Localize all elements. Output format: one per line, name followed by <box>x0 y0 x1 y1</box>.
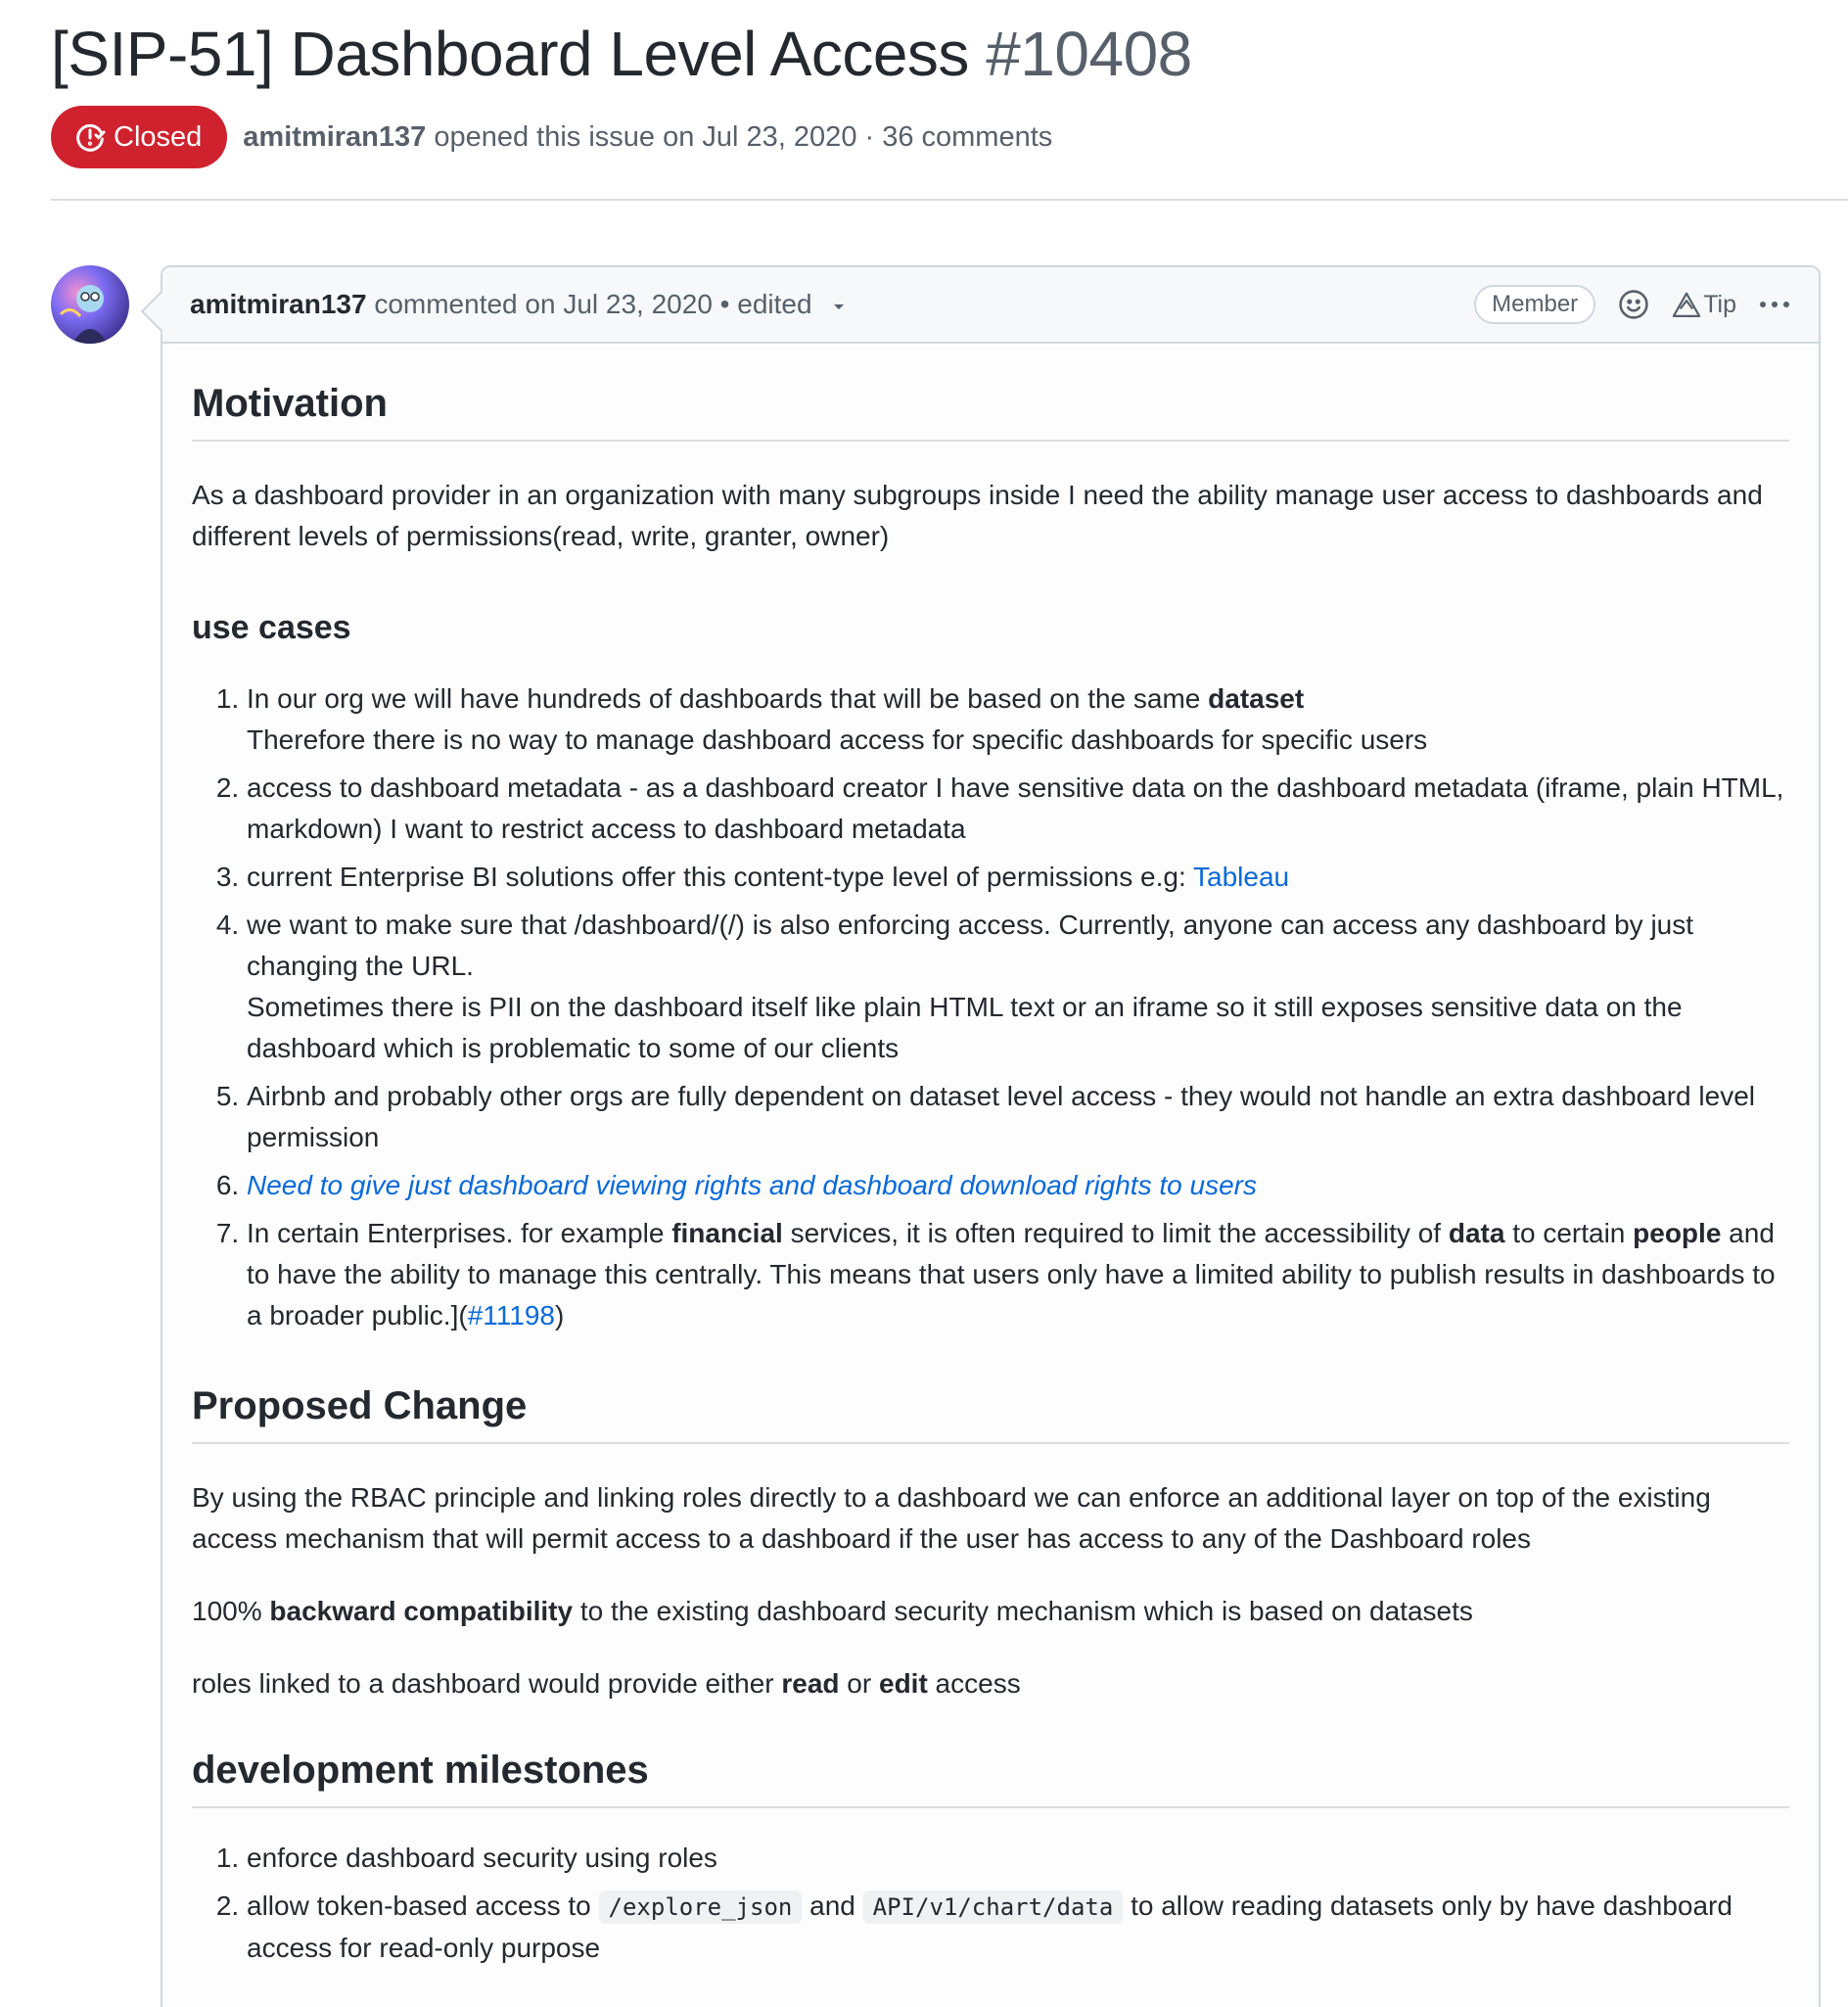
use-case-7-bold-financial: financial <box>671 1218 783 1248</box>
header-divider <box>51 199 1848 201</box>
list-item <box>247 1165 1789 1206</box>
kebab-icon <box>1758 300 1791 309</box>
list-item <box>247 1838 1789 1879</box>
list-item <box>247 678 1789 761</box>
avatar-image <box>51 265 129 344</box>
use-case-7-text-5: ) <box>554 1300 565 1330</box>
proposed-text-1: By using the RBAC principle and linking roles directly to a dashboard we can enforce an additional layer on top of the existing access mechanism that will permit access to a dashboard if the user has access to any of the Dashboard roles <box>192 1482 1711 1554</box>
use-case-2-text: access to dashboard metadata - as a dashboard creator I have sensitive data on the dashboard metadata (iframe, plain HTML, markdown) I want to restrict access to dashboard metadata <box>247 772 1784 844</box>
use-case-7-text-3: to certain <box>1504 1218 1634 1248</box>
issue-closed-icon <box>74 121 106 153</box>
proposed-text-3c: or <box>839 1668 879 1699</box>
avatar[interactable] <box>51 265 129 344</box>
issue-11198-link[interactable]: #11198 <box>467 1300 555 1330</box>
use-case-5-text: Airbnb and probably other orgs are fully dependent on dataset level access - they would not handle an extra dashboard level permission <box>247 1081 1755 1152</box>
tip-button[interactable] <box>1672 291 1736 319</box>
motivation-heading: Motivation <box>192 351 1789 442</box>
list-item <box>247 1886 1789 1969</box>
milestone-2-text-3: to allow reading datasets only by have dashboard access for read-only purpose <box>247 1890 1732 1963</box>
proposed-text-3a: roles linked to a dashboard would provide either <box>192 1668 782 1699</box>
use-case-7-bold-people: people <box>1633 1218 1722 1248</box>
proposed-text-2 <box>192 1591 1789 1632</box>
proposed-change-heading: Proposed Change <box>192 1354 1789 1444</box>
use-cases-list <box>192 678 1789 1336</box>
chevron-down-icon[interactable] <box>831 299 847 314</box>
comment-body <box>162 344 1819 1969</box>
explore-json-code: /explore_json <box>599 1890 803 1924</box>
smiley-icon <box>1617 288 1650 321</box>
motivation-text: As a dashboard provider in an organization with many subgroups inside I need the ability manage user access to dashboards and different levels of permissions(read, write, granter, owner) <box>192 480 1763 551</box>
list-item <box>247 1076 1789 1158</box>
issue-opened-text: opened this issue on Jul 23, 2020 · 36 comments <box>434 120 1053 153</box>
comment-date-text: commented on Jul 23, 2020 • edited <box>374 289 812 319</box>
proposed-text-2-bold: backward compatibility <box>269 1596 574 1626</box>
use-case-3-text: current Enterprise BI solutions offer this content-type level of permissions e.g: <box>247 862 1193 892</box>
milestone-2-text-2: and <box>802 1890 863 1921</box>
comment-header-actions <box>1474 285 1791 324</box>
issue-state-badge <box>51 106 227 168</box>
milestones-list <box>192 1838 1789 1969</box>
comment-meta <box>190 289 847 320</box>
proposed-text-3e: access <box>927 1668 1021 1699</box>
use-case-7-text-2: services, it is often required to limit the accessibility of <box>782 1218 1449 1248</box>
tip-label: Tip <box>1703 290 1736 318</box>
comment-header <box>162 267 1819 344</box>
issue-comment <box>161 265 1821 2007</box>
chart-data-api-code: API/v1/chart/data <box>863 1890 1124 1924</box>
proposed-text-2c: to the existing dashboard security mechanism which is based on datasets <box>573 1596 1473 1626</box>
use-case-7-text: In certain Enterprises. for example <box>247 1218 672 1248</box>
proposed-text-2a: 100% <box>192 1596 270 1626</box>
issue-meta <box>51 106 1052 168</box>
use-case-1-bold: dataset <box>1208 683 1305 714</box>
list-item <box>247 1213 1789 1336</box>
use-case-1-text-2: Therefore there is no way to manage dashboard access for specific dashboards for specific users <box>247 724 1428 755</box>
list-item <box>247 768 1789 850</box>
issue-author-link[interactable]: amitmiran137 <box>243 120 427 153</box>
issue-state-label: Closed <box>114 120 203 153</box>
member-badge: Member <box>1474 285 1595 324</box>
issue-title <box>51 14 1192 94</box>
use-case-1-text: In our org we will have hundreds of dashboards that will be based on the same <box>247 683 1209 714</box>
use-case-4-text-2: Sometimes there is PII on the dashboard itself like plain HTML text or an iframe so it still exposes sensitive data on the dashboard which is problematic to some of our clients <box>247 992 1683 1063</box>
use-case-7-bold-data: data <box>1448 1218 1505 1248</box>
comment-options-button[interactable] <box>1758 300 1791 309</box>
proposed-text-3 <box>192 1663 1789 1704</box>
list-item <box>247 905 1789 1069</box>
dashboard-rights-link[interactable]: Need to give just dashboard viewing rights and dashboard download rights to users <box>247 1170 1257 1200</box>
milestone-1-text: enforce dashboard security using roles <box>247 1843 717 1873</box>
issue-number: #10408 <box>986 19 1192 89</box>
use-case-4-text: we want to make sure that /dashboard/(/) is also enforcing access. Currently, anyone can access any dashboard by just changing the URL. <box>247 910 1694 981</box>
alert-triangle-icon <box>1672 291 1701 318</box>
tableau-link[interactable]: Tableau <box>1193 862 1290 892</box>
add-reaction-button[interactable] <box>1617 288 1650 321</box>
milestones-heading: development milestones <box>192 1718 1789 1808</box>
issue-title-text: [SIP-51] Dashboard Level Access <box>51 19 969 89</box>
list-item <box>247 857 1789 898</box>
use-case-7-text-4: and to have the ability to manage this centrally. This means that users only have a limited ability to publish results in dashboards to a broader public.]( <box>247 1218 1776 1330</box>
comment-author-link[interactable]: amitmiran137 <box>190 289 367 319</box>
issue-opened-meta <box>243 121 1052 154</box>
milestone-2-text: allow token-based access to <box>247 1890 599 1921</box>
proposed-text-3-bold-read: read <box>781 1668 840 1699</box>
use-cases-heading: use cases <box>192 609 351 646</box>
proposed-text-3-bold-edit: edit <box>879 1668 928 1699</box>
